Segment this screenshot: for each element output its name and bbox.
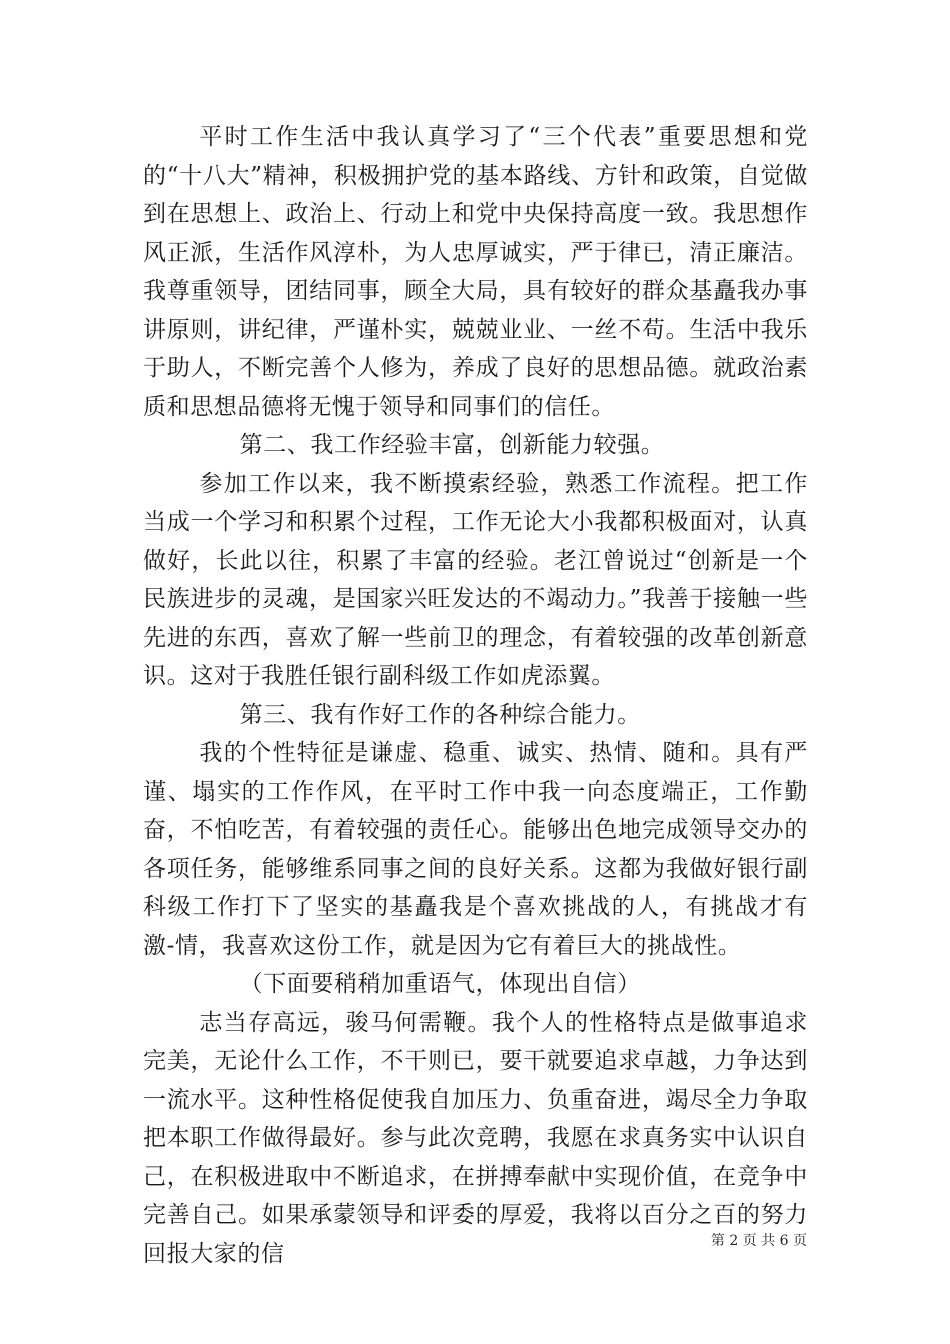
paragraph-experience: 参加工作以来，我不断摸索经验，熟悉工作流程。把工作当成一个学习和积累个过程，工作无论大小我都积极面对，认真做好，长此以往，积累了丰富的经验。老江曾说过“创新是一个民族进步的灵魂，是国家兴旺发达的不竭动力。”我善于接触一些先进的东西，喜欢了解一些前卫的理念，有着较强的改革创新意识。这对于我胜任银行副科级工作如虎添翼。 <box>143 470 808 689</box>
section-heading-experience: 第二、我工作经验丰富，创新能力较强。 <box>239 432 665 458</box>
page-number: 第 2 页 共 6 页 <box>710 1233 807 1249</box>
document-body <box>143 118 808 1273</box>
paragraph-abilities: 我的个性特征是谦虚、稳重、诚实、热情、随和。具有严谨、塌实的工作作风，在平时工作中我一向态度端正，工作勤奋，不怕吃苦，有着较强的责任心。能够出色地完成领导交办的各项任务，能够维系同事之间的良好关系。这都为我做好银行副科级工作打下了坚实的基矗我是个喜欢挑战的人，有挑战才有激-情，我喜欢这份工作，就是因为它有着巨大的挑战性。 <box>143 740 808 959</box>
paragraph-political-quality: 平时工作生活中我认真学习了“三个代表”重要思想和党的“十八大”精神，积极拥护党的基本路线、方针和政策，自觉做到在思想上、政治上、行动上和党中央保持高度一致。我思想作风正派，生活作风淳朴，为人忠厚诚实，严于律已，清正廉洁。我尊重领导，团结同事，顾全大局，具有较好的群众基矗我办事讲原则，讲纪律，严谨朴实，兢兢业业、一丝不苟。生活中我乐于助人，不断完善个人修为，养成了良好的思想品德。就政治素质和思想品德将无愧于领导和同事们的信任。 <box>143 124 808 420</box>
section-heading-abilities: 第三、我有作好工作的各种综合能力。 <box>239 701 641 728</box>
paragraph-ambition: 志当存高远，骏马何需鞭。我个人的性格特点是做事追求完美，无论什么工作，不干则已，要干就要追求卓越，力争达到一流水平。这种性格促使我自加压力、负重奋进，竭尽全力争取把本职工作做得最好。参与此次竞聘，我愿在求真务实中认识自己，在积极进取中不断追求，在拼搏奉献中实现价值，在竞争中完善自己。如果承蒙领导和评委的厚爱，我将以百分之百的努力回报大家的信 <box>143 1009 808 1267</box>
speaking-note: （下面要稍稍加重语气，体现出自信） <box>239 971 641 997</box>
